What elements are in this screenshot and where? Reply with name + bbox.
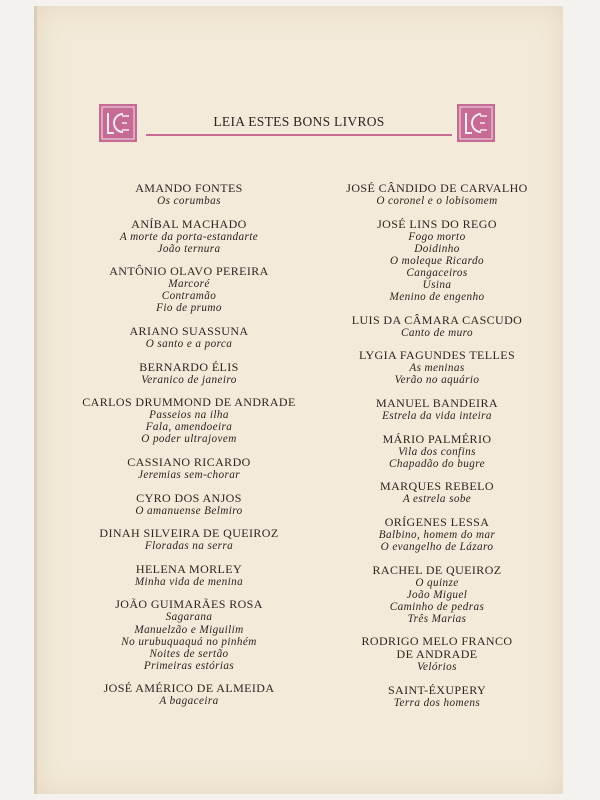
book-title: Passeios na ilha [149, 409, 229, 422]
book-title: Cangaceiros [406, 266, 468, 279]
book-title: Terra dos homens [393, 696, 481, 709]
book-entry [312, 349, 562, 386]
book-title: O coronel e o lobisomem [376, 195, 498, 207]
book-title: Fogo morto [408, 230, 466, 243]
author-name: LYGIA FAGUNDES TELLES [358, 348, 516, 363]
lce-logo-icon [457, 104, 495, 142]
book-title: Jeremias sem-chorar [138, 469, 240, 482]
author-name: MARQUES REBELO [380, 479, 494, 494]
book-title: Sagarana [165, 611, 213, 624]
book-title: João Miguel [406, 588, 468, 601]
book-title: Primeiras estórias [143, 659, 235, 672]
book-title: Chapadão do bugre [389, 457, 485, 470]
book-title: João ternura [157, 242, 221, 255]
author-name: BERNARDO ÉLIS [139, 359, 239, 374]
book-title: Contramão [161, 290, 217, 303]
title-underline [146, 134, 452, 136]
book-title: O evangelho de Lázaro [380, 540, 494, 553]
book-title: A estrela sobe [402, 493, 472, 506]
author-name: HELENA MORLEY [135, 561, 243, 576]
book-entry [64, 325, 314, 350]
author-name: ANÍBAL MACHADO [131, 216, 247, 231]
author-name: RODRIGO MELO FRANCO [361, 634, 513, 649]
book-title: Menino de engenho [389, 291, 485, 304]
book-title: Caminho de pedras [389, 600, 485, 613]
book-title: A bagaceira [159, 695, 219, 708]
author-name: JOSÉ AMÉRICO DE ALMEIDA [103, 681, 275, 696]
book-title: Estrela da vida inteira [382, 409, 492, 422]
book-title: O amanuense Belmiro [135, 504, 243, 517]
book-title: A morte da porta-estandarte [119, 230, 259, 243]
author-name: JOÃO GUIMARÃES ROSA [115, 597, 263, 612]
lce-logo-icon [99, 104, 137, 142]
book-entry [312, 480, 562, 505]
author-name: ARIANO SUASSUNA [129, 324, 249, 339]
author-name: LUIS DA CÂMARA CASCUDO [351, 312, 523, 327]
book-entry [312, 635, 562, 673]
book-title: Três Marias [407, 612, 467, 625]
author-name: MANUEL BANDEIRA [376, 395, 498, 410]
book-title: Manuelzão e Miguilim [134, 623, 244, 636]
author-name: JOSÉ CÂNDIDO DE CARVALHO [346, 181, 528, 195]
book-title: As meninas [409, 362, 465, 375]
book-title: Fio de prumo [156, 302, 222, 315]
book-entry [312, 218, 562, 304]
left-book-column [64, 182, 314, 718]
book-title: Minha vida de menina [134, 575, 244, 588]
book-title: O santo e a porca [145, 338, 233, 351]
book-entry [312, 182, 562, 207]
book-entry [312, 564, 562, 625]
book-entry [312, 516, 562, 553]
author-name: ANTÔNIO OLAVO PEREIRA [109, 264, 269, 279]
author-name: CASSIANO RICARDO [127, 455, 251, 470]
book-title: Vila dos confins [398, 445, 476, 458]
author-name: JOSÉ LINS DO REGO [377, 216, 497, 231]
book-title: O moleque Ricardo [390, 254, 484, 267]
author-name: RACHEL DE QUEIROZ [372, 562, 502, 577]
book-entry [64, 396, 314, 445]
book-entry [64, 563, 314, 588]
book-entry [64, 456, 314, 481]
author-name: ORÍGENES LESSA [384, 514, 490, 529]
book-entry [64, 182, 314, 207]
book-title: Verão no aquário [394, 374, 480, 387]
book-title: Marcoré [168, 278, 210, 291]
author-name: DINAH SILVEIRA DE QUEIROZ [99, 526, 279, 541]
book-title: Usina [422, 278, 452, 291]
publisher-logo-left [99, 104, 137, 142]
book-title: Canto de muro [401, 326, 473, 339]
publisher-logo-right [457, 104, 495, 142]
book-title: Floradas na serra [144, 540, 234, 553]
book-entry [312, 314, 562, 339]
page-title: LEIA ESTES BONS LIVROS [213, 114, 385, 129]
book-title: Veranico de janeiro [141, 373, 237, 386]
book-entry [64, 218, 314, 255]
book-title: No urubuquaquá no pinhém [121, 635, 257, 648]
page-header [63, 104, 535, 146]
book-entry [64, 492, 314, 517]
book-entry [312, 397, 562, 422]
right-book-column [312, 182, 562, 720]
author-name: CYRO DOS ANJOS [136, 490, 242, 505]
book-entry [64, 361, 314, 386]
book-entry [64, 265, 314, 314]
book-entry [64, 527, 314, 552]
book-title: Balbino, homem do mar [378, 528, 496, 541]
book-entry [64, 598, 314, 671]
book-title: O quinze [415, 576, 459, 589]
book-entry [64, 682, 314, 707]
book-title: Doidinho [414, 242, 460, 255]
author-name: SAINT-ÉXUPERY [387, 682, 487, 697]
book-title: Noites de sertão [149, 647, 229, 660]
book-entry [312, 433, 562, 470]
book-title: Fala, amendoeira [145, 421, 233, 434]
book-title: Velórios [417, 661, 457, 674]
book-title: O poder ultrajovem [141, 433, 237, 446]
author-name: AMANDO FONTES [135, 181, 243, 195]
book-title: Os corumbas [157, 195, 221, 207]
author-name: MÁRIO PALMÉRIO [382, 431, 492, 446]
book-entry [312, 684, 562, 709]
author-name: DE ANDRADE [396, 647, 478, 662]
author-name: CARLOS DRUMMOND DE ANDRADE [82, 395, 296, 410]
